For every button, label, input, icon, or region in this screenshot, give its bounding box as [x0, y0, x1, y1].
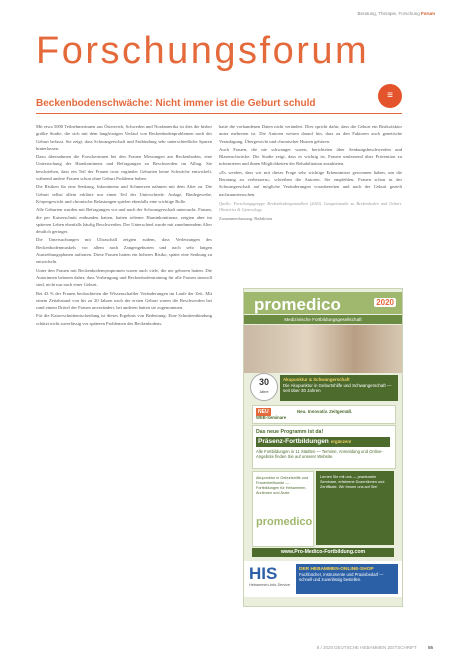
paragraph: Die Untersuchungen mit Ultraschall zeigten zudem, dass Verletzungen des Beckenbodenmuskels vor allem nach Zangengeburten und nach sehr langen Austreibungsphasen auftraten. Diese Frauen hatten ein höheres Risiko, später eine Senkung zu entwickeln. [36, 237, 212, 265]
ad-info-left-text: Akupunktur in Geburtshilfe und Frauenheilkunde — Fortbildungen für Hebammen, Ärztinnen und Ärzte. [256, 476, 309, 495]
ad-program-band-small: ergänzen! [330, 439, 352, 444]
ad-logo-text: promedico [254, 295, 341, 314]
ad-feature-title: Akupunktur & Schwangerschaft [283, 377, 350, 382]
ad-program-box [252, 425, 396, 469]
header-section-label: Beratung, Therapie, Forschung [357, 11, 420, 16]
ad-web-new-tag: NEU [258, 409, 269, 415]
header-tag: Forum [421, 11, 435, 16]
tipps-badge-icon: ≡ [378, 84, 402, 108]
ad-program-band-title: Präsenz-Fortbildungen [258, 438, 329, 445]
ad-url-link[interactable]: www.Pro-Medico-Fortbildung.com [252, 548, 394, 557]
paragraph: Unter den Frauen mit Beckenbodensymptomen waren auch viele, die nie geboren hatten. Die Autorinnen betonen daher, dass Vorbeugung und Beckenbodentraining für alle Frauen sinnvoll sind, nicht nur nach einer Geburt. [36, 267, 212, 288]
source-footnote: Quelle: Forschungsgruppe Beckenbodengesundheit (2020). Langzeitstudie zu Beckenboden und Geburt. Obstetrics & Gynecology. [219, 200, 402, 213]
page-title: Forschungsforum [36, 30, 370, 72]
ad-anniversary-sub: Jahre [259, 390, 269, 394]
his-shop-box [296, 564, 398, 594]
ad-web-slogan: Neu. Innovativ. Zeitgemäß. [297, 409, 353, 414]
paragraph: Mit etwa 5000 Teilnehmerinnen aus Österreich, Schweden und Nordamerika ist dies die bisher größte Studie, die sich mit dem langfristigen Verlauf von Beckenbodenproblemen nach der Geburt befasst. Sie zeigt, dass Schwangerschaft und Entbindung sehr unterschiedliche Spuren hinterlassen. [36, 124, 212, 151]
article-subtitle: Beckenbodenschwäche: Nicht immer ist die Geburt schuld [36, 98, 316, 109]
header-section [358, 11, 435, 16]
footer-publication: 8 / 2020 DEUTSCHE HEBAMMEN ZEITSCHRIFT [316, 645, 417, 650]
ad-photo [244, 325, 402, 373]
paragraph: Alle Geburten wurden mit Befragungen vor und nach der Schwangerschaft untersucht. Frauen, die per Kaiserschnitt entbunden hatten, hatten seltener Harninkontinenz, zeigten aber im späteren Leben ebenfalls häufig Beschwerden. Der Unterschied wurde mit zunehmendem Alter deutlich geringer. [36, 207, 212, 235]
paragraph: »Es werden, dass wir mit dieser Frage sehr wichtige Erkenntnisse gewonnen haben, um die Beratung zu verbessern«, schreiben die Autoren. Sie empfehlen, Frauen schon in der Schwangerschaft auf mögliche Veränderungen vorzubereiten und nach der Geburt gezielt nachzuuntersuchen. [219, 169, 402, 197]
ad-web-title: WEB-Seminare [256, 415, 287, 420]
ad-feature-box [280, 375, 398, 401]
ad-logo-bar [244, 292, 402, 314]
ad-info-left-logo: promedico [256, 516, 313, 528]
article-column-right [219, 123, 402, 222]
ad-anniversary-badge [250, 373, 278, 401]
ad-anniversary-number: 30 [258, 377, 269, 387]
ad-info-right-text: Lernen Sie mit uns — praxisnahe Seminare, erfahrene Dozentinnen und Zertifikate. Wir freuen uns auf Sie! [320, 475, 385, 489]
ad-info-box-left [252, 471, 314, 547]
ad-year-badge: 2020 [376, 298, 394, 307]
ad-web-seminar-box [252, 405, 396, 424]
his-subtitle: Hebammen-Info-Service [249, 583, 291, 587]
paragraph: Bei 43 % der Frauen beobachteten die Wissenschaftler Veränderungen im Laufe der Zeit. Mit einem Zeitabstand von bis zu 20 Jahren nach der ersten Geburt waren die Beschwerden bei rund einem Drittel der Frauen unverändert, bei anderen hatten sie zugenommen. [36, 290, 212, 311]
author-line: Zusammenfassung: Redaktion [219, 215, 273, 221]
paragraph: Dazu übernahmen die Forscherinnen bei den Frauen Messungen am Beckenboden, eine Untersuchung der Harnkontinenz und Befragungen zu Beschwerden im Alltag. Sie beschrieben, dass ein Teil der Frauen trotz vaginaler Geburten keine Schwäche entwickelt, während andere Frauen schon ohne Geburt Probleme haben. [36, 154, 212, 182]
title-divider [36, 113, 402, 114]
ad-feature-sub: Die Akupunktur in Geburtshilfe und Schwangerschaft — seit über 30 Jahren [283, 382, 392, 394]
ad-program-text: Alle Fortbildungen in 11 Städten — Termine, Anmeldung und Online-Angebote finden Sie auf unserer Website. [256, 449, 383, 460]
promedico-advertisement[interactable] [243, 288, 403, 607]
ad-program-title: Das neue Programm ist da! [256, 429, 324, 435]
paragraph: Auch Frauen, die nie schwanger waren, berichteten über Senkungsbeschwerden und Blasenschwäche. Die Studie zeigt, dass es wichtig ist, Frauen umfassend über Prävention zu informieren und ihnen Möglichkeiten der Rehabilitation anzubieten. [219, 146, 402, 167]
ad-info-box-right [316, 471, 394, 545]
paragraph: Für die Kaiserschnittentscheidung ist dieses Ergebnis von Bedeutung: Eine Schnittentbindung schützt nicht zuverlässig vor späteren Problemen des Beckenbodens. [36, 313, 212, 326]
his-shop-text: Fachbücher, Instrumente und Praxisbedarf — schnell und zuverlässig bestellen. [299, 572, 384, 583]
his-shop-title: DER HEBAMMEN-ONLINE-SHOP [299, 567, 374, 572]
page-number: 55 [427, 645, 433, 650]
his-advertisement[interactable] [244, 561, 402, 597]
page-footer [317, 645, 433, 650]
paragraph: hatte die vorhandenen Daten nicht verändert. Dies spricht dafür, dass die Geburt ein Risikofaktor unter mehreren ist. Die Autoren weisen darauf hin, dass zu den Faktoren auch genetische Veranlagung, Übergewicht und chronischer Husten gehören. [219, 124, 402, 144]
paragraph: Die Risiken für eine Senkung, Inkontinenz und Schmerzen nahmen mit dem Alter zu. Die Geburt selbst allein erklärte nur einen Teil der Unterschiede. Anlage, Bindegewebe, Körpergewicht und chronische Belastungen spielen ebenfalls eine wichtige Rolle. [36, 184, 212, 204]
ad-tagline: Medizinische Fortbildungsgesellschaft [244, 315, 402, 324]
ad-program-band [256, 437, 390, 447]
his-logo: HIS [249, 564, 278, 583]
article-column-left [36, 123, 212, 328]
